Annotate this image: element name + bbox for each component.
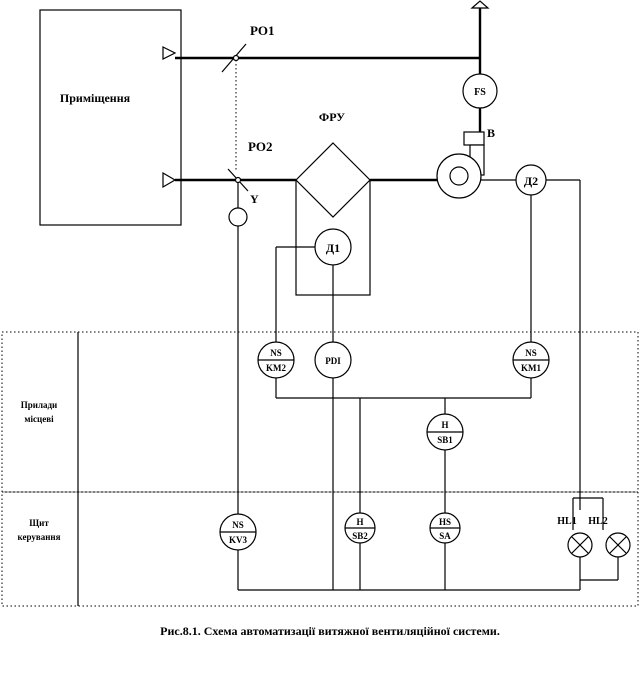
device-ns-km1-top: NS	[525, 348, 537, 358]
device-ns-km2-top: NS	[270, 348, 282, 358]
exhaust-outlet	[472, 1, 488, 8]
device-hs-sa-bottom: SA	[439, 531, 451, 541]
room	[40, 10, 181, 225]
fan-outlet	[464, 132, 484, 145]
device-h-sb2	[345, 513, 375, 543]
flow-switch	[463, 74, 497, 132]
device-hs-sa-top: HS	[438, 517, 452, 527]
device-h-sb1-top: H	[441, 420, 449, 430]
device-h-sb2-top: H	[356, 517, 364, 527]
sensor-d2	[516, 165, 546, 342]
device-ns-kv3-top: NS	[232, 520, 244, 530]
actuator-circle	[229, 208, 247, 226]
fan-impeller	[450, 167, 468, 185]
valve-ro1-label: РО1	[250, 23, 275, 38]
device-h-sb1-bottom: SB1	[437, 435, 453, 445]
flow-switch-label: FS	[474, 87, 486, 98]
panel-section-label-1: Щит	[29, 518, 49, 528]
local-section-label-2: місцеві	[24, 414, 54, 424]
room-box	[40, 10, 181, 225]
lamp-hl2-label: HL2	[588, 516, 608, 527]
sensor-d1	[276, 229, 351, 342]
device-ns-km2-bottom: KM2	[266, 363, 286, 373]
device-pdi-top: PDI	[325, 356, 341, 366]
valve-ro2	[228, 60, 272, 226]
local-section-label-1: Прилади	[20, 400, 58, 410]
device-ns-km1	[513, 342, 549, 378]
valve-ro2-label: РО2	[248, 139, 273, 154]
device-h-sb2-bottom: SB2	[352, 531, 368, 541]
device-ns-kv3	[220, 514, 256, 550]
sensor-d2-label: Д2	[523, 174, 539, 188]
upper-duct-opening	[163, 47, 175, 59]
figure-caption: Рис.8.1. Схема автоматизації витяжної вентиляційної системи.	[160, 624, 500, 638]
upper-duct	[175, 1, 488, 74]
device-ns-km2	[258, 342, 294, 378]
device-hs-sa	[430, 513, 460, 543]
panel-section-label-2: керування	[17, 532, 61, 542]
device-ns-kv3-bottom: KV3	[229, 535, 247, 545]
control-panel-section	[2, 492, 638, 606]
valve-ro1	[222, 23, 274, 72]
panel-section-frame	[2, 492, 638, 606]
valve-ro2-pivot	[236, 178, 241, 183]
actuator-label: Y	[250, 192, 259, 206]
room-label: Приміщення	[59, 91, 131, 105]
filter-diamond	[296, 143, 370, 217]
lamp-hl1-label: HL1	[557, 516, 577, 527]
signal-lamps	[557, 180, 630, 590]
device-pdi	[315, 342, 351, 378]
device-h-sb1	[427, 414, 463, 450]
device-ns-km1-bottom: KM1	[521, 363, 541, 373]
sensor-d1-label: Д1	[325, 241, 341, 255]
fan-label: В	[487, 126, 496, 140]
fan	[437, 126, 495, 198]
local-wiring	[238, 226, 531, 590]
filter-label: ФРУ	[318, 110, 346, 124]
valve-ro1-pivot	[234, 56, 239, 61]
lower-duct-opening	[163, 173, 175, 187]
panel-wiring	[238, 543, 580, 590]
